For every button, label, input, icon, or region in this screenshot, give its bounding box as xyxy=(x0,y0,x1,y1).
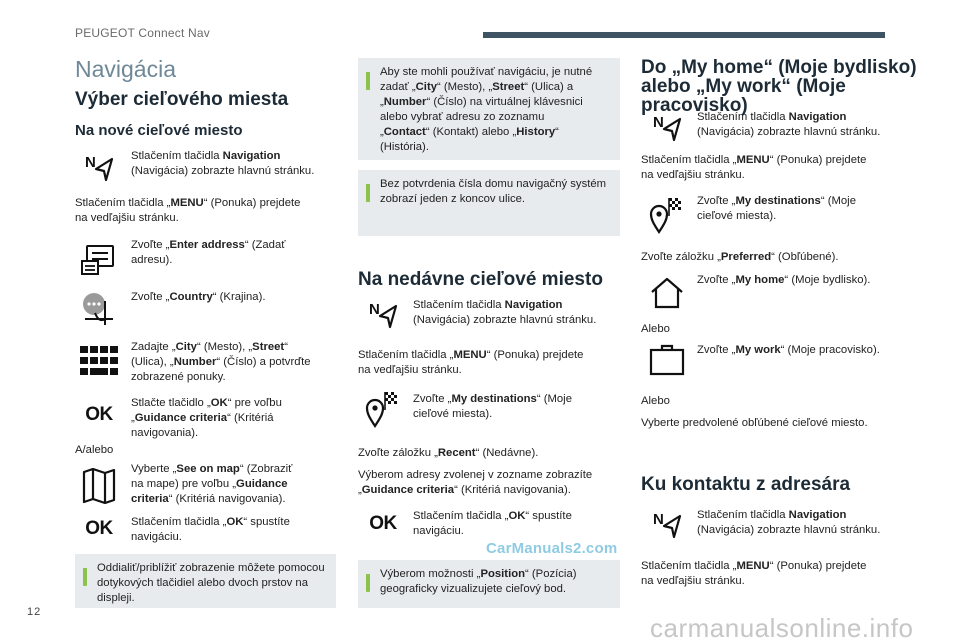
my-destinations-icon xyxy=(364,390,402,428)
col2-info-note-2 xyxy=(358,170,620,236)
info-icon xyxy=(366,568,370,592)
col3-or-text-1: Alebo xyxy=(641,323,670,335)
keyboard-grid-icon xyxy=(80,342,118,380)
page-number: 12 xyxy=(27,606,42,618)
info-icon xyxy=(83,562,87,586)
col3-step-preferred: Zvoľte záložku „Preferred“ (Obľúbené). xyxy=(641,251,839,263)
col3-step-my-home: Zvoľte „My home“ (Moje bydlisko). xyxy=(697,274,871,286)
col3-heading: Do „My home“ (Moje bydlisko) alebo „My work“ (Moje pracovisko) xyxy=(641,57,917,116)
header-bar xyxy=(483,32,885,38)
col2-step-menu: Stlačením tlačidla „MENU“ (Ponuka) prejdete na vedľajšiu stránku. xyxy=(358,349,584,376)
home-icon xyxy=(648,274,686,312)
col1-subheading: Na nové cieľové miesto xyxy=(75,122,243,139)
col1-step-city-street: Zadajte „City“ (Mesto), „Street“ (Ulica), „Number“ (Číslo) a potvrďte zobrazené ponuky. xyxy=(131,341,311,383)
my-destinations-icon xyxy=(648,196,686,234)
info-icon xyxy=(366,178,370,202)
work-icon xyxy=(648,341,686,379)
col2-info-note-3-text: Výberom možnosti „Position“ (Pozícia) geograficky vizualizujete cieľový bod. xyxy=(380,568,577,595)
watermark-carmanuals2: CarManuals2.com xyxy=(486,540,618,557)
col1-step-navigation: Stlačením tlačidla Navigation (Navigácia) zobrazte hlavnú stránku. xyxy=(131,150,315,177)
col2-info-note-1 xyxy=(358,58,620,160)
col1-step-menu: Stlačením tlačidla „MENU“ (Ponuka) prejdete na vedľajšiu stránku. xyxy=(75,197,301,224)
section-title: Navigácia xyxy=(75,56,176,82)
col3-step-favorite: Vyberte predvolené obľúbené cieľové miesto. xyxy=(641,417,868,429)
col1-heading: Výber cieľového miesta xyxy=(75,89,289,110)
col3-step-menu-contact: Stlačením tlačidla „MENU“ (Ponuka) prejdete na vedľajšiu stránku. xyxy=(641,560,867,587)
col3-heading-contact: Ku kontaktu z adresára xyxy=(641,474,851,495)
watermark-carmanualsonline: carmanualsonline.info xyxy=(650,613,914,640)
col2-step-recent: Zvoľte záložku „Recent“ (Nedávne). xyxy=(358,447,539,459)
ok-button-icon-2: OK xyxy=(85,518,113,539)
col2-heading: Na nedávne cieľové miesto xyxy=(358,269,603,290)
enter-address-icon xyxy=(80,240,118,278)
col2-step-ok-start: Stlačením tlačidla „OK“ spustíte navigáciu. xyxy=(413,510,572,537)
col3-step-navigation: Stlačením tlačidla Navigation (Navigácia) zobrazte hlavnú stránku. xyxy=(697,111,881,138)
svg-text:N: N xyxy=(85,154,96,171)
country-icon xyxy=(80,290,118,328)
col1-step-ok-criteria: Stlačte tlačidlo „OK“ pre voľbu „Guidance criteria“ (Kritériá navigovania). xyxy=(131,397,282,439)
col2-info-note-1-text: Aby ste mohli používať navigáciu, je nutné zadať „City“ (Mesto), „Street“ (Ulica) a „Number“ (Číslo) na virtuálnej klávesnici alebo vybrať adresu zo zoznamu „Contact“ (Kontakt) alebo „History“ (História). xyxy=(380,66,593,153)
col3-step-navigation-contact: Stlačením tlačidla Navigation (Navigácia) zobrazte hlavnú stránku. xyxy=(697,509,881,536)
svg-text:N: N xyxy=(369,301,380,318)
col2-info-note-3 xyxy=(358,560,620,608)
navigation-icon xyxy=(648,505,686,543)
col1-step-ok-start: Stlačením tlačidla „OK“ spustíte navigáciu. xyxy=(131,516,290,543)
col3-step-menu: Stlačením tlačidla „MENU“ (Ponuka) prejdete na vedľajšiu stránku. xyxy=(641,154,867,181)
col1-info-note-text: Oddialiť/priblížiť zobrazenie môžete pomocou dotykových tlačidiel alebo dvoch prstov na displeji. xyxy=(97,562,325,604)
map-icon xyxy=(80,467,118,505)
info-icon xyxy=(366,66,370,90)
col2-step-select-address: Výberom adresy zvolenej v zozname zobrazíte „Guidance criteria“ (Kritériá navigovania). xyxy=(358,469,593,496)
col3-or-text-2: Alebo xyxy=(641,395,670,407)
col1-step-country: Zvoľte „Country“ (Krajina). xyxy=(131,291,266,303)
svg-text:N: N xyxy=(653,114,664,131)
col2-step-navigation: Stlačením tlačidla Navigation (Navigácia) zobrazte hlavnú stránku. xyxy=(413,299,597,326)
ok-button-icon: OK xyxy=(85,404,113,425)
ok-button-icon: OK xyxy=(369,513,397,534)
navigation-icon xyxy=(648,108,686,146)
col1-step-see-on-map: Vyberte „See on map“ (Zobraziť na mape) pre voľbu „Guidance criteria“ (Kritériá navigovania). xyxy=(131,463,293,505)
navigation-icon xyxy=(80,148,118,186)
svg-text:N: N xyxy=(653,511,664,528)
col2-info-note-2-text: Bez potvrdenia čísla domu navigačný systém zobrazí jeden z koncov ulice. xyxy=(380,178,607,205)
col1-or-text: A/alebo xyxy=(75,444,114,456)
col3-step-my-work: Zvoľte „My work“ (Moje pracovisko). xyxy=(697,344,880,356)
navigation-icon xyxy=(364,295,402,333)
header-title: PEUGEOT Connect Nav xyxy=(75,26,210,40)
col2-step-my-destinations: Zvoľte „My destinations“ (Moje cieľové miesta). xyxy=(413,393,572,420)
col1-info-note xyxy=(75,554,336,608)
col1-step-enter-address: Zvoľte „Enter address“ (Zadať adresu). xyxy=(131,239,286,266)
col3-step-my-destinations: Zvoľte „My destinations“ (Moje cieľové miesta). xyxy=(697,195,856,222)
